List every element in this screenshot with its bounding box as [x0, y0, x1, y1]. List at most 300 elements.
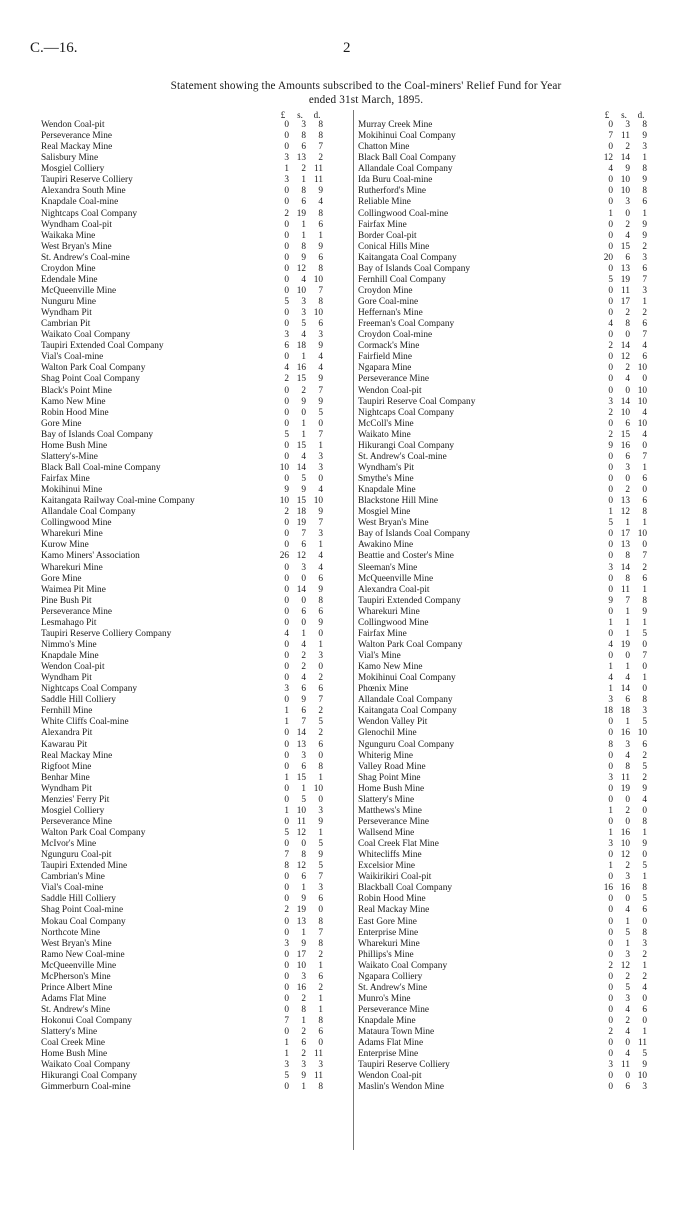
mine-name: Phœnix Mine [358, 684, 409, 695]
amount-shillings: 15 [620, 429, 630, 440]
mine-name: Real Mackay Mine [41, 750, 113, 761]
amount-pence: 1 [642, 960, 647, 971]
amount-shillings: 19 [296, 208, 306, 219]
table-row [41, 408, 380, 419]
mine-name: Home Bush Mine [41, 1049, 108, 1060]
amount-pounds: 0 [608, 175, 613, 186]
amount-pounds: 2 [608, 960, 613, 971]
amount-shillings: 3 [301, 971, 306, 982]
mine-name: Fernhill Mine [41, 706, 93, 717]
amount-pounds: 0 [608, 949, 613, 960]
amount-pounds: 0 [284, 131, 289, 142]
amount-shillings: 4 [301, 330, 306, 341]
mine-name: Pine Bush Pit [41, 595, 92, 606]
mine-name: McColl's Mine [358, 418, 414, 429]
amount-shillings: 0 [625, 1038, 630, 1049]
amount-pence: 2 [318, 982, 323, 993]
amount-shillings: 16 [296, 982, 306, 993]
amount-pounds: 3 [608, 396, 613, 407]
amount-pounds: 0 [608, 905, 613, 916]
subscriptions-table-right [358, 110, 697, 1094]
amount-shillings: 3 [625, 120, 630, 130]
amount-pounds: 0 [608, 1005, 613, 1015]
amount-pounds: 0 [284, 352, 289, 363]
mine-name: Knapdale Coal-mine [41, 197, 119, 208]
amount-pounds: 1 [284, 717, 289, 728]
mine-name: Bay of Islands Coal Company [41, 429, 154, 440]
amount-pence: 1 [318, 440, 323, 451]
mine-name: Wyndham's Pit [358, 462, 415, 473]
amount-shillings: 14 [620, 562, 630, 573]
amount-pence: 9 [642, 1060, 647, 1071]
table-row [358, 529, 697, 540]
mine-name: Wendon Coal-pit [358, 385, 422, 396]
amount-pence: 10 [637, 529, 647, 540]
amount-shillings: 0 [625, 474, 630, 484]
mine-name: Fairfield Mine [358, 352, 412, 363]
table-row [41, 1016, 380, 1027]
amount-shillings: 1 [301, 883, 306, 894]
amount-pounds: 0 [284, 982, 289, 993]
mine-name: Collingwood Coal-mine [358, 208, 449, 219]
mine-name: Real Mackay Mine [358, 905, 430, 916]
amount-pounds: 0 [284, 573, 289, 584]
amount-shillings: 0 [625, 894, 630, 905]
amount-shillings: 8 [301, 131, 306, 142]
amount-pounds: 0 [284, 606, 289, 617]
table-row [358, 330, 697, 341]
amount-shillings: 15 [296, 772, 306, 783]
table-row [41, 463, 380, 474]
amount-pence: 1 [642, 872, 647, 883]
amount-pence: 3 [642, 142, 647, 153]
amount-pounds: 0 [284, 396, 289, 407]
mine-name: Taupiri Extended Company [358, 595, 461, 606]
amount-pence: 8 [642, 695, 647, 706]
amount-pounds: 0 [284, 971, 289, 982]
mine-name: Reliable Mine [358, 197, 411, 208]
mine-name: St. Andrew's Mine [358, 982, 428, 993]
amount-shillings: 2 [301, 1049, 306, 1060]
amount-pence: 2 [318, 728, 323, 739]
amount-pounds: 3 [284, 938, 289, 949]
amount-pounds: 0 [608, 363, 613, 374]
amount-pounds: 0 [284, 263, 289, 274]
amount-shillings: 19 [620, 639, 630, 650]
amount-shillings: 16 [620, 828, 630, 838]
amount-pounds: 0 [284, 186, 289, 197]
mine-name: Enterprise Mine [358, 927, 419, 938]
amount-pence: 8 [642, 507, 647, 518]
amount-shillings: 1 [301, 1082, 306, 1093]
amount-pounds: 7 [608, 131, 613, 142]
table-row [41, 872, 380, 883]
amount-shillings: 3 [301, 297, 306, 307]
amount-pence: 11 [314, 175, 323, 186]
mine-name: Conical Hills Mine [358, 241, 430, 252]
amount-pounds: 0 [608, 1016, 613, 1027]
table-row [358, 872, 697, 883]
amount-shillings: 9 [301, 894, 306, 905]
amount-pounds: 0 [284, 308, 289, 319]
table-row [358, 341, 697, 352]
title-line-2: ended 31st March, 1895. [308, 94, 424, 106]
mine-name: Whiterig Mine [358, 750, 413, 761]
table-row [41, 684, 380, 695]
amount-shillings: 2 [625, 805, 630, 816]
amount-pounds: 4 [284, 628, 289, 639]
mine-name: Blackball Coal Company [358, 883, 452, 894]
table-row [41, 894, 380, 905]
table-row [41, 452, 380, 463]
table-row [41, 352, 380, 363]
amount-pence: 7 [318, 927, 323, 938]
amount-pounds: 0 [608, 308, 613, 319]
amount-pounds: 16 [603, 883, 613, 894]
mine-name: Home Bush Mine [358, 783, 425, 794]
mine-name: Wendon Coal-pit [41, 662, 105, 673]
amount-pounds: 0 [608, 1082, 613, 1093]
amount-pounds: 0 [284, 673, 289, 684]
amount-shillings: 8 [625, 319, 630, 330]
amount-shillings: 6 [301, 761, 306, 772]
table-row [358, 762, 697, 773]
mine-name: Waikaka Mine [41, 230, 96, 241]
amount-pounds: 0 [608, 418, 613, 429]
mine-name: Taupiri Reserve Colliery [358, 1060, 450, 1071]
mine-name: Wharekuri Mine [358, 606, 420, 617]
table-row [41, 253, 380, 264]
amount-shillings: 11 [621, 131, 630, 142]
amount-pounds: 1 [608, 861, 613, 872]
amount-pence: 4 [318, 551, 323, 562]
mine-name: Wyndham Pit [41, 783, 92, 794]
amount-pence: 9 [642, 131, 647, 142]
amount-pence: 2 [642, 562, 647, 573]
mine-name: Wharekuri Mine [41, 529, 103, 540]
table-row [41, 197, 380, 208]
amount-pounds: 0 [284, 662, 289, 673]
amount-shillings: 2 [625, 971, 630, 982]
table-row [41, 673, 380, 684]
table-row [41, 120, 380, 131]
amount-pence: 11 [638, 1038, 647, 1049]
amount-pence: 4 [642, 982, 647, 993]
table-row [358, 1038, 697, 1049]
mine-name: Vial's Coal-mine [41, 883, 104, 894]
table-row [41, 242, 380, 253]
amount-shillings: 6 [301, 142, 306, 153]
mine-name: Vial's Coal-mine [41, 352, 104, 363]
subscriptions-table-left [41, 110, 380, 1094]
amount-pounds: 0 [284, 285, 289, 296]
amount-pounds: 0 [284, 385, 289, 396]
amount-pence: 6 [318, 739, 323, 750]
table-row [358, 485, 697, 496]
amount-pounds: 4 [608, 164, 613, 175]
amount-pounds: 0 [284, 839, 289, 850]
amount-pounds: 18 [603, 706, 613, 717]
table-row [358, 474, 697, 485]
amount-pence: 8 [318, 595, 323, 606]
amount-pence: 6 [318, 606, 323, 617]
table-row [41, 1082, 380, 1093]
table-row [358, 894, 697, 905]
amount-pence: 7 [318, 429, 323, 440]
amount-pence: 8 [642, 595, 647, 606]
amount-pounds: 5 [284, 297, 289, 307]
amount-pence: 7 [642, 330, 647, 341]
mine-name: Perseverance Mine [358, 1005, 429, 1015]
amount-shillings: 14 [296, 728, 306, 739]
amount-pence: 5 [642, 1049, 647, 1060]
amount-pounds: 0 [608, 783, 613, 794]
amount-shillings: 6 [301, 872, 306, 883]
amount-shillings: 0 [625, 816, 630, 827]
table-row [41, 1060, 380, 1071]
amount-shillings: 1 [301, 628, 306, 639]
mine-name: Mokihinui Coal Company [358, 131, 456, 142]
amount-pounds: 1 [608, 617, 613, 628]
amount-shillings: 1 [625, 662, 630, 673]
amount-pence: 0 [318, 662, 323, 673]
amount-shillings: 12 [620, 352, 630, 363]
amount-pounds: 0 [284, 1027, 289, 1038]
amount-shillings: 19 [296, 518, 306, 529]
table-row [41, 319, 380, 330]
amount-pounds: 0 [608, 1049, 613, 1060]
amount-pounds: 12 [603, 153, 613, 164]
amount-shillings: 0 [625, 1071, 630, 1082]
amount-pounds: 1 [608, 805, 613, 816]
table-row [41, 717, 380, 728]
amount-shillings: 14 [620, 396, 630, 407]
mine-name: Perseverance Mine [41, 816, 112, 827]
mine-name: Black Ball Coal Company [358, 153, 456, 164]
amount-shillings: 18 [620, 706, 630, 717]
table-row [41, 1071, 380, 1082]
amount-shillings: 4 [301, 451, 306, 462]
amount-pounds: 4 [284, 363, 289, 374]
mine-name: Wallsend Mine [358, 828, 415, 838]
amount-pounds: 2 [608, 1027, 613, 1038]
amount-pence: 3 [318, 651, 323, 661]
amount-shillings: 6 [625, 1082, 630, 1093]
mine-name: West Bryan's Mine [358, 518, 429, 529]
amount-shillings: 1 [625, 606, 630, 617]
amount-shillings: 2 [625, 142, 630, 153]
amount-pence: 2 [318, 673, 323, 684]
amount-pence: 7 [642, 274, 647, 285]
amount-pence: 10 [637, 363, 647, 374]
mine-name: Nunguru Mine [41, 297, 97, 307]
amount-pounds: 3 [608, 839, 613, 850]
amount-pence: 9 [642, 783, 647, 794]
amount-shillings: 11 [621, 1060, 630, 1071]
amount-pounds: 0 [608, 374, 613, 385]
table-row [41, 773, 380, 784]
amount-shillings: 13 [620, 263, 630, 274]
mine-name: Enterprise Mine [358, 1049, 419, 1060]
table-row [358, 153, 697, 164]
amount-pence: 10 [313, 274, 323, 285]
amount-pence: 2 [642, 772, 647, 783]
amount-pence: 1 [642, 1027, 647, 1038]
amount-shillings: 9 [301, 938, 306, 949]
amount-shillings: 0 [625, 651, 630, 661]
mine-name: Ida Buru Coal-mine [358, 175, 433, 186]
table-row [41, 629, 380, 640]
amount-shillings: 13 [296, 153, 306, 164]
table-row [358, 994, 697, 1005]
table-row [41, 706, 380, 717]
table-row [41, 917, 380, 928]
amount-shillings: 14 [620, 684, 630, 695]
shillings-header: s. [297, 110, 303, 120]
amount-shillings: 10 [296, 805, 306, 816]
amount-pounds: 0 [608, 927, 613, 938]
amount-pounds: 1 [284, 1038, 289, 1049]
amount-shillings: 1 [625, 628, 630, 639]
amount-pounds: 0 [608, 993, 613, 1004]
amount-pounds: 7 [284, 1016, 289, 1027]
amount-pence: 5 [318, 717, 323, 728]
amount-shillings: 16 [620, 728, 630, 739]
amount-pence: 4 [642, 407, 647, 418]
mine-name: Walton Park Coal Company [41, 828, 146, 838]
mine-name: Real Mackay Mine [41, 142, 113, 153]
amount-pence: 8 [642, 816, 647, 827]
table-row [358, 363, 697, 374]
table-row [358, 773, 697, 784]
table-row [358, 518, 697, 529]
mine-name: Mosgiel Mine [358, 507, 411, 518]
table-row [41, 1038, 380, 1049]
table-row [358, 850, 697, 861]
amount-shillings: 9 [301, 695, 306, 706]
table-row [41, 397, 380, 408]
amount-pence: 7 [318, 518, 323, 529]
table-row [41, 607, 380, 618]
mine-name: Coal Creek Mine [41, 1038, 106, 1049]
amount-pounds: 0 [608, 916, 613, 927]
amount-pounds: 10 [279, 462, 289, 473]
table-row [358, 496, 697, 507]
table-row [41, 386, 380, 397]
table-row [41, 839, 380, 850]
table-row [358, 1027, 697, 1038]
amount-shillings: 13 [296, 916, 306, 927]
amount-pounds: 0 [284, 230, 289, 241]
amount-pence: 9 [642, 606, 647, 617]
mine-name: Collingwood Mine [41, 518, 112, 529]
amount-shillings: 1 [301, 219, 306, 230]
mine-name: Kurow Mine [41, 540, 89, 551]
table-row [41, 574, 380, 585]
table-row [358, 972, 697, 983]
mine-name: Mataura Town Mine [358, 1027, 435, 1038]
mine-name: Edendale Mine [41, 274, 98, 285]
mine-name: Cambrian's Mine [41, 872, 105, 883]
amount-shillings: 6 [301, 706, 306, 717]
amount-pence: 10 [637, 385, 647, 396]
mine-name: Salisbury Mine [41, 153, 99, 164]
mine-name: Ramo New Coal-mine [41, 949, 125, 960]
table-row [358, 374, 697, 385]
amount-pence: 1 [642, 584, 647, 595]
table-row [41, 131, 380, 142]
mine-name: Shag Point Mine [358, 772, 421, 783]
mine-name: Northcote Mine [41, 927, 101, 938]
mine-name: Bay of Islands Coal Company [358, 529, 471, 540]
amount-pounds: 0 [284, 1082, 289, 1093]
amount-shillings: 3 [301, 562, 306, 573]
mine-name: St. Andrew's Coal-mine [41, 252, 130, 263]
mine-name: Mokihinui Coal Company [358, 673, 456, 684]
amount-shillings: 6 [625, 451, 630, 462]
amount-pence: 5 [642, 861, 647, 872]
table-row [41, 983, 380, 994]
amount-shillings: 2 [301, 385, 306, 396]
table-row [358, 164, 697, 175]
table-row [358, 629, 697, 640]
amount-shillings: 6 [625, 252, 630, 263]
amount-shillings: 3 [625, 993, 630, 1004]
amount-pence: 8 [318, 1016, 323, 1027]
mine-name: Home Bush Mine [41, 440, 108, 451]
table-row [41, 264, 380, 275]
mine-name: Croydon Mine [358, 285, 413, 296]
amount-shillings: 0 [301, 573, 306, 584]
amount-pence: 8 [318, 208, 323, 219]
amount-shillings: 17 [620, 529, 630, 540]
mine-name: White Cliffs Coal-mine [41, 717, 129, 728]
amount-pounds: 3 [608, 695, 613, 706]
mine-name: Perseverance Mine [41, 131, 112, 142]
table-row [41, 286, 380, 297]
amount-pence: 0 [642, 639, 647, 650]
amount-pence: 3 [318, 529, 323, 540]
amount-pence: 10 [637, 1071, 647, 1082]
mine-name: Adams Flat Mine [358, 1038, 424, 1049]
amount-pounds: 3 [284, 175, 289, 186]
amount-shillings: 13 [620, 540, 630, 551]
table-row [41, 662, 380, 673]
amount-pounds: 0 [284, 783, 289, 794]
statement-title [36, 79, 696, 107]
mine-name: Shag Point Coal-mine [41, 905, 124, 916]
amount-pounds: 0 [608, 628, 613, 639]
table-row [358, 231, 697, 242]
amount-shillings: 0 [625, 208, 630, 219]
amount-shillings: 1 [301, 429, 306, 440]
amount-pence: 3 [642, 706, 647, 717]
amount-pence: 6 [642, 197, 647, 208]
table-row [41, 175, 380, 186]
table-row [41, 695, 380, 706]
amount-pounds: 0 [284, 440, 289, 451]
amount-shillings: 3 [625, 872, 630, 883]
amount-pounds: 3 [284, 1060, 289, 1071]
amount-pounds: 3 [284, 684, 289, 695]
amount-pence: 10 [637, 728, 647, 739]
amount-pence: 7 [318, 695, 323, 706]
table-row [41, 153, 380, 164]
amount-shillings: 2 [625, 219, 630, 230]
amount-pence: 2 [642, 750, 647, 761]
amount-pence: 3 [318, 462, 323, 473]
table-row [358, 1082, 697, 1093]
